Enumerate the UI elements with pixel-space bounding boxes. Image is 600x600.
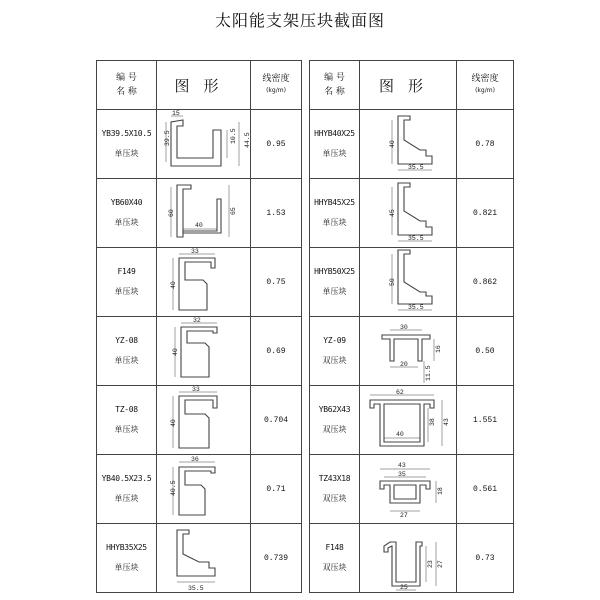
profile-drawing xyxy=(360,386,456,454)
dim-label: 44.5 xyxy=(244,132,251,148)
dim-label: 35.5 xyxy=(408,235,424,242)
code-cell xyxy=(97,317,157,386)
density-cell: 0.50 xyxy=(457,317,514,386)
table-row xyxy=(97,110,302,179)
density-header: 线密度 xyxy=(262,74,290,84)
density-cell: 1.551 xyxy=(457,386,514,455)
profile-type: 单压块 xyxy=(322,287,347,296)
profile-drawing xyxy=(157,317,250,385)
code-cell xyxy=(97,248,157,317)
profile-drawing xyxy=(360,179,456,247)
profile-drawing xyxy=(157,386,250,454)
dim-label: 18 xyxy=(437,487,444,495)
profile-code: F148 xyxy=(325,543,344,552)
table-row xyxy=(97,248,302,317)
code-cell xyxy=(310,110,360,179)
table-row xyxy=(97,524,302,593)
profile-drawing xyxy=(157,524,250,592)
density-unit: (kg/m) xyxy=(266,87,286,94)
figure-cell xyxy=(157,455,251,524)
density-cell: 0.69 xyxy=(251,317,302,386)
profile-type: 双压块 xyxy=(322,494,347,503)
profile-code: HHYB50X25 xyxy=(314,267,355,276)
code-cell xyxy=(310,248,360,317)
name-header: 名 称 xyxy=(116,87,137,97)
profile-type: 单压块 xyxy=(114,494,139,503)
dim-label: 40 xyxy=(195,222,203,229)
table-row xyxy=(310,179,514,248)
profile-code: YZ-08 xyxy=(115,336,138,345)
figure-cell xyxy=(360,248,457,317)
profile-type: 单压块 xyxy=(114,425,139,434)
dim-label: 10.5 xyxy=(230,128,237,144)
density-cell: 1.53 xyxy=(251,179,302,248)
figure-header: 图形 xyxy=(174,76,233,95)
code-cell xyxy=(97,524,157,593)
profile-drawing xyxy=(157,455,250,523)
profile-drawing xyxy=(360,455,456,523)
figure-cell xyxy=(157,317,251,386)
figure-cell xyxy=(157,524,251,593)
code-cell xyxy=(310,386,360,455)
dim-label: 25 xyxy=(400,584,408,591)
dim-label: 16 xyxy=(435,345,442,353)
profile-type: 单压块 xyxy=(114,356,139,365)
header-code-cell xyxy=(310,61,360,110)
density-cell: 0.75 xyxy=(251,248,302,317)
figure-cell xyxy=(360,524,457,593)
profile-drawing xyxy=(360,248,456,316)
profile-code: HHYB40X25 xyxy=(314,129,355,138)
table-header-row xyxy=(310,61,514,110)
profile-type: 单压块 xyxy=(114,218,139,227)
figure-cell xyxy=(157,110,251,179)
dim-label: 40 xyxy=(396,431,404,438)
header-density-cell xyxy=(457,61,514,110)
figure-cell xyxy=(157,248,251,317)
density-header: 线密度 xyxy=(471,74,499,84)
page-title: 太阳能支架压块截面图 xyxy=(214,11,385,30)
code-cell xyxy=(310,524,360,593)
code-header: 编 号 xyxy=(324,73,345,83)
code-cell xyxy=(97,179,157,248)
profile-type: 单压块 xyxy=(114,287,139,296)
header-figure-cell xyxy=(157,61,251,110)
dim-label: 45 xyxy=(389,209,396,217)
table-header-row xyxy=(97,61,302,110)
profile-table-left xyxy=(96,60,302,593)
profile-type: 单压块 xyxy=(114,149,139,158)
code-cell xyxy=(97,386,157,455)
dim-label: 43 xyxy=(443,418,450,426)
table-row xyxy=(97,455,302,524)
figure-cell xyxy=(360,110,457,179)
density-cell: 0.73 xyxy=(457,524,514,593)
dim-label: 38 xyxy=(429,418,436,426)
dim-label: 40 xyxy=(172,348,179,356)
name-header: 名 称 xyxy=(324,87,345,97)
dim-label: 32 xyxy=(193,317,201,324)
header-figure-cell xyxy=(360,61,457,110)
dim-label: 27 xyxy=(437,560,444,568)
dim-label: 40 xyxy=(389,140,396,148)
profile-drawing xyxy=(360,110,456,178)
profile-code: TZ-08 xyxy=(115,405,138,414)
dim-label: 40.5 xyxy=(170,480,177,496)
dim-label: 36 xyxy=(191,456,199,463)
dim-label: 35.5 xyxy=(188,585,204,592)
figure-cell xyxy=(157,386,251,455)
density-cell: 0.821 xyxy=(457,179,514,248)
dim-label: 35 xyxy=(398,471,406,478)
code-cell xyxy=(310,317,360,386)
table-row xyxy=(310,248,514,317)
figure-cell xyxy=(360,455,457,524)
dim-label: 40 xyxy=(170,281,177,289)
profile-code: HHYB45X25 xyxy=(314,198,355,207)
profile-code: YB62X43 xyxy=(318,405,351,414)
profile-drawing xyxy=(157,179,250,247)
dim-label: 39.5 xyxy=(164,130,171,146)
profile-drawing xyxy=(360,317,456,385)
profile-code: TZ43X18 xyxy=(318,474,351,483)
table-row xyxy=(310,455,514,524)
dim-label: 11.5 xyxy=(425,365,432,381)
figure-cell xyxy=(360,317,457,386)
profile-drawing xyxy=(360,524,456,592)
dim-label: 35.5 xyxy=(408,164,424,171)
density-cell: 0.704 xyxy=(251,386,302,455)
code-cell xyxy=(97,110,157,179)
dim-label: 23 xyxy=(427,560,434,568)
dim-label: 62 xyxy=(396,389,404,396)
profile-code: YB60X40 xyxy=(110,198,143,207)
density-cell: 0.561 xyxy=(457,455,514,524)
dim-label: 50 xyxy=(389,278,396,286)
table-row xyxy=(310,110,514,179)
header-density-cell xyxy=(251,61,302,110)
density-cell: 0.78 xyxy=(457,110,514,179)
profile-code: F149 xyxy=(117,267,136,276)
figure-cell xyxy=(157,179,251,248)
dim-label: 33 xyxy=(192,386,200,393)
profile-type: 单压块 xyxy=(322,218,347,227)
figure-header: 图形 xyxy=(378,76,437,95)
profile-type: 单压块 xyxy=(114,563,139,572)
profile-code: YB40.5X23.5 xyxy=(101,474,152,483)
figure-cell xyxy=(360,179,457,248)
profile-code: YZ-09 xyxy=(323,336,346,345)
profile-type: 双压块 xyxy=(322,425,347,434)
dim-label: 20 xyxy=(400,361,408,368)
dim-label: 65 xyxy=(230,207,237,215)
density-cell: 0.71 xyxy=(251,455,302,524)
table-row xyxy=(310,386,514,455)
profile-type: 单压块 xyxy=(322,149,347,158)
dim-label: 30 xyxy=(400,324,408,331)
profile-code: HHYB35X25 xyxy=(106,543,147,552)
dim-label: 43 xyxy=(398,462,406,469)
code-cell xyxy=(310,179,360,248)
table-row xyxy=(97,317,302,386)
code-header: 编 号 xyxy=(116,73,137,83)
profile-table-right xyxy=(309,60,514,593)
dim-label: 40 xyxy=(170,419,177,427)
density-unit: (kg/m) xyxy=(475,87,495,94)
density-cell: 0.95 xyxy=(251,110,302,179)
table-row xyxy=(310,524,514,593)
profile-type: 双压块 xyxy=(322,356,347,365)
dim-label: 27 xyxy=(400,512,408,519)
table-row xyxy=(97,179,302,248)
table-row xyxy=(310,317,514,386)
table-row xyxy=(97,386,302,455)
profile-drawing xyxy=(157,248,250,316)
profile-drawing xyxy=(157,110,250,178)
dim-label: 15 xyxy=(172,110,180,117)
dim-label: 33 xyxy=(191,248,199,255)
density-cell: 0.739 xyxy=(251,524,302,593)
header-code-cell xyxy=(97,61,157,110)
density-cell: 0.862 xyxy=(457,248,514,317)
figure-cell xyxy=(360,386,457,455)
code-cell xyxy=(310,455,360,524)
dim-label: 35.5 xyxy=(408,304,424,311)
profile-type: 双压块 xyxy=(322,563,347,572)
profile-code: YB39.5X10.5 xyxy=(101,129,152,138)
code-cell xyxy=(97,455,157,524)
dim-label: 60 xyxy=(168,209,175,217)
